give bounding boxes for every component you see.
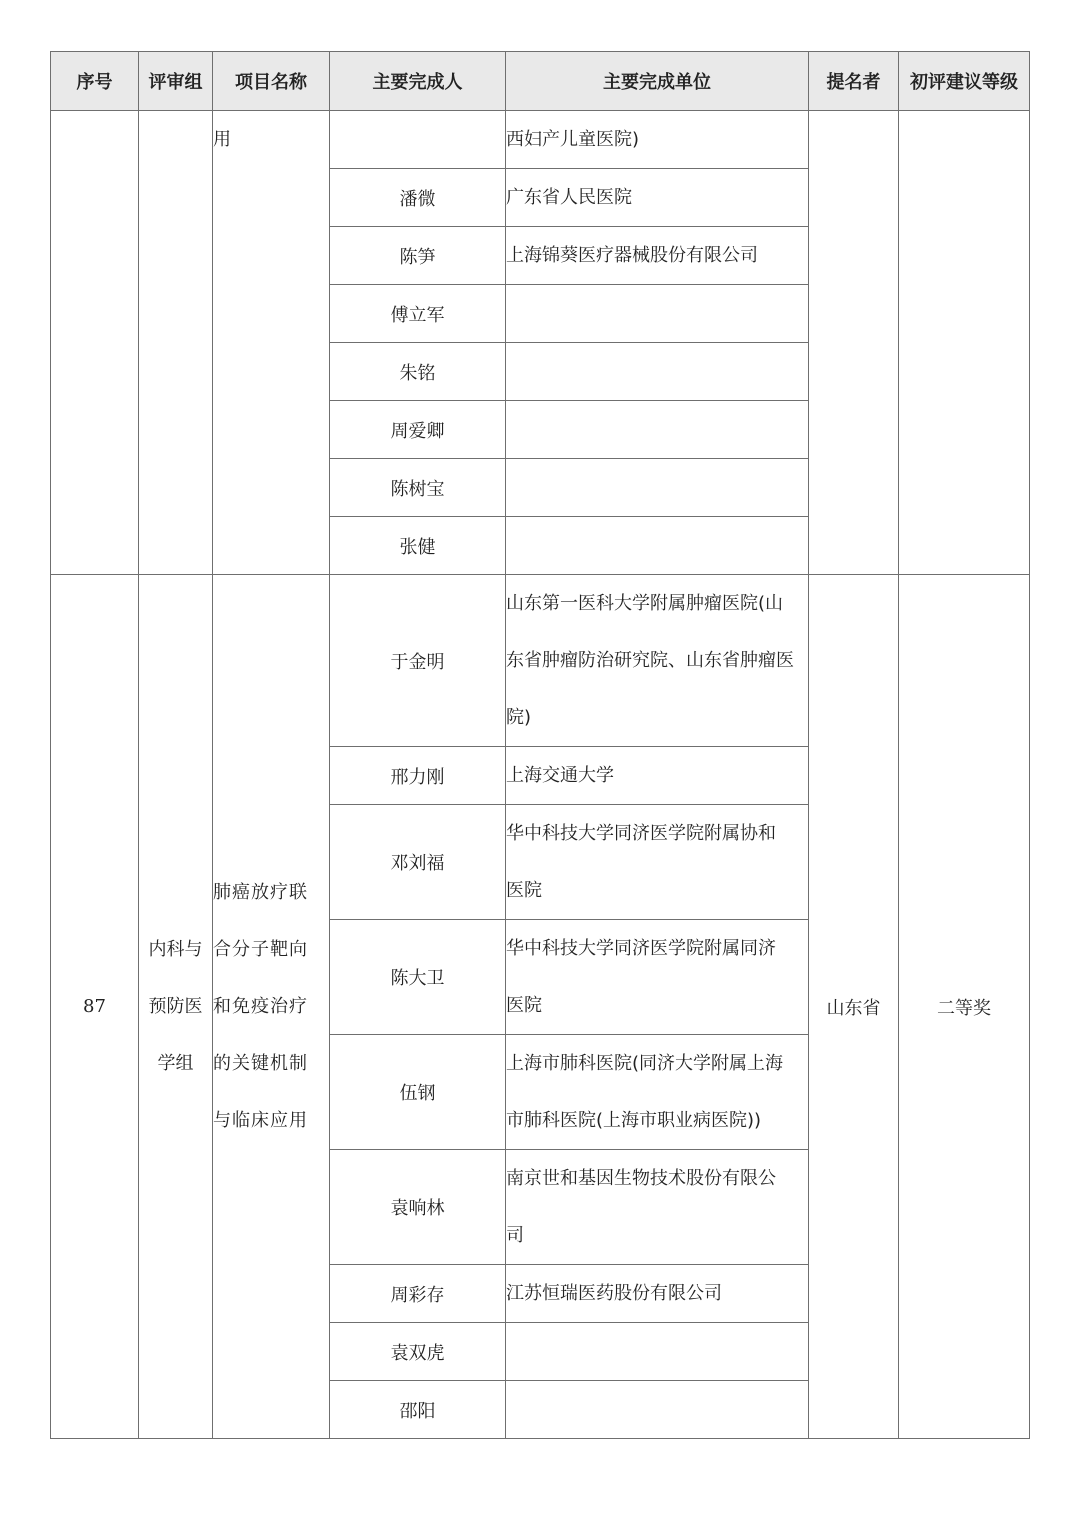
unit-cell (506, 285, 809, 343)
entry-a-nominator (809, 111, 899, 575)
unit-cell (506, 805, 809, 920)
unit-cell (506, 1323, 809, 1381)
unit-line: 医院 (506, 880, 542, 901)
group-line: 预防医 (148, 996, 203, 1017)
unit-line: 华中科技大学同济医学院附属同济 (506, 938, 776, 959)
person-cell: 陈树宝 (330, 459, 506, 517)
entry-a-level (899, 111, 1030, 575)
header-nominator: 提名者 (809, 52, 899, 111)
unit-line: 南京世和基因生物技术股份有限公 (506, 1168, 776, 1189)
header-level: 初评建议等级 (899, 52, 1030, 111)
entry-a-no (51, 111, 139, 575)
person-cell: 潘微 (330, 169, 506, 227)
unit-cell (506, 517, 809, 575)
unit-cell (506, 1381, 809, 1439)
person-cell: 邓刘福 (330, 805, 506, 920)
project-line: 与临床应用 (213, 1110, 308, 1131)
unit-cell: 西妇产儿童医院) (506, 111, 809, 169)
person-cell: 伍钢 (330, 1035, 506, 1150)
unit-cell (506, 1035, 809, 1150)
unit-cell: 广东省人民医院 (506, 169, 809, 227)
person-cell: 陈大卫 (330, 920, 506, 1035)
person-cell: 傅立军 (330, 285, 506, 343)
person-cell: 邢力刚 (330, 747, 506, 805)
entry-project (213, 575, 330, 1439)
unit-cell: 上海锦葵医疗器械股份有限公司 (506, 227, 809, 285)
unit-line: 山东第一医科大学附属肿瘤医院(山 (506, 593, 784, 614)
entry-a-group (139, 111, 213, 575)
group-line: 内科与 (148, 939, 203, 960)
project-line: 的关键机制 (213, 1053, 308, 1074)
unit-line: 江苏恒瑞医药股份有限公司 (506, 1283, 722, 1304)
unit-cell (506, 401, 809, 459)
person-cell: 张健 (330, 517, 506, 575)
unit-line: 上海交通大学 (506, 765, 614, 786)
unit-line: 华中科技大学同济医学院附属协和 (506, 823, 776, 844)
header-group: 评审组 (139, 52, 213, 111)
table-row (51, 575, 1030, 747)
table-header-row (51, 52, 1030, 111)
header-no: 序号 (51, 52, 139, 111)
unit-line: 上海市肺科医院(同济大学附属上海 (506, 1053, 784, 1074)
person-cell: 朱铭 (330, 343, 506, 401)
table-row (51, 111, 1030, 169)
header-units: 主要完成单位 (506, 52, 809, 111)
person-cell: 于金明 (330, 575, 506, 747)
unit-line: 市肺科医院(上海市职业病医院)) (506, 1110, 762, 1131)
person-cell (330, 111, 506, 169)
project-line: 肺癌放疗联 (213, 882, 308, 903)
header-persons: 主要完成人 (330, 52, 506, 111)
project-line: 合分子靶向 (213, 939, 308, 960)
person-cell: 袁响林 (330, 1150, 506, 1265)
header-project: 项目名称 (213, 52, 330, 111)
person-cell: 邵阳 (330, 1381, 506, 1439)
person-cell: 周爱卿 (330, 401, 506, 459)
person-cell: 陈笋 (330, 227, 506, 285)
unit-cell (506, 1265, 809, 1323)
unit-cell (506, 1150, 809, 1265)
entry-nominator: 山东省 (809, 575, 899, 1439)
unit-cell (506, 575, 809, 747)
entry-level: 二等奖 (899, 575, 1030, 1439)
award-table (50, 51, 1030, 1439)
unit-cell (506, 920, 809, 1035)
unit-line: 院) (506, 707, 532, 728)
person-cell: 周彩存 (330, 1265, 506, 1323)
unit-cell (506, 747, 809, 805)
entry-group (139, 575, 213, 1439)
unit-cell (506, 343, 809, 401)
group-line: 学组 (157, 1053, 194, 1074)
unit-cell (506, 459, 809, 517)
entry-a-project: 用 (213, 111, 330, 575)
person-cell: 袁双虎 (330, 1323, 506, 1381)
unit-line: 医院 (506, 995, 542, 1016)
project-line: 和免疫治疗 (213, 996, 308, 1017)
unit-line: 司 (506, 1225, 524, 1246)
entry-no: 87 (51, 575, 139, 1439)
unit-line: 东省肿瘤防治研究院、山东省肿瘤医 (506, 650, 794, 671)
